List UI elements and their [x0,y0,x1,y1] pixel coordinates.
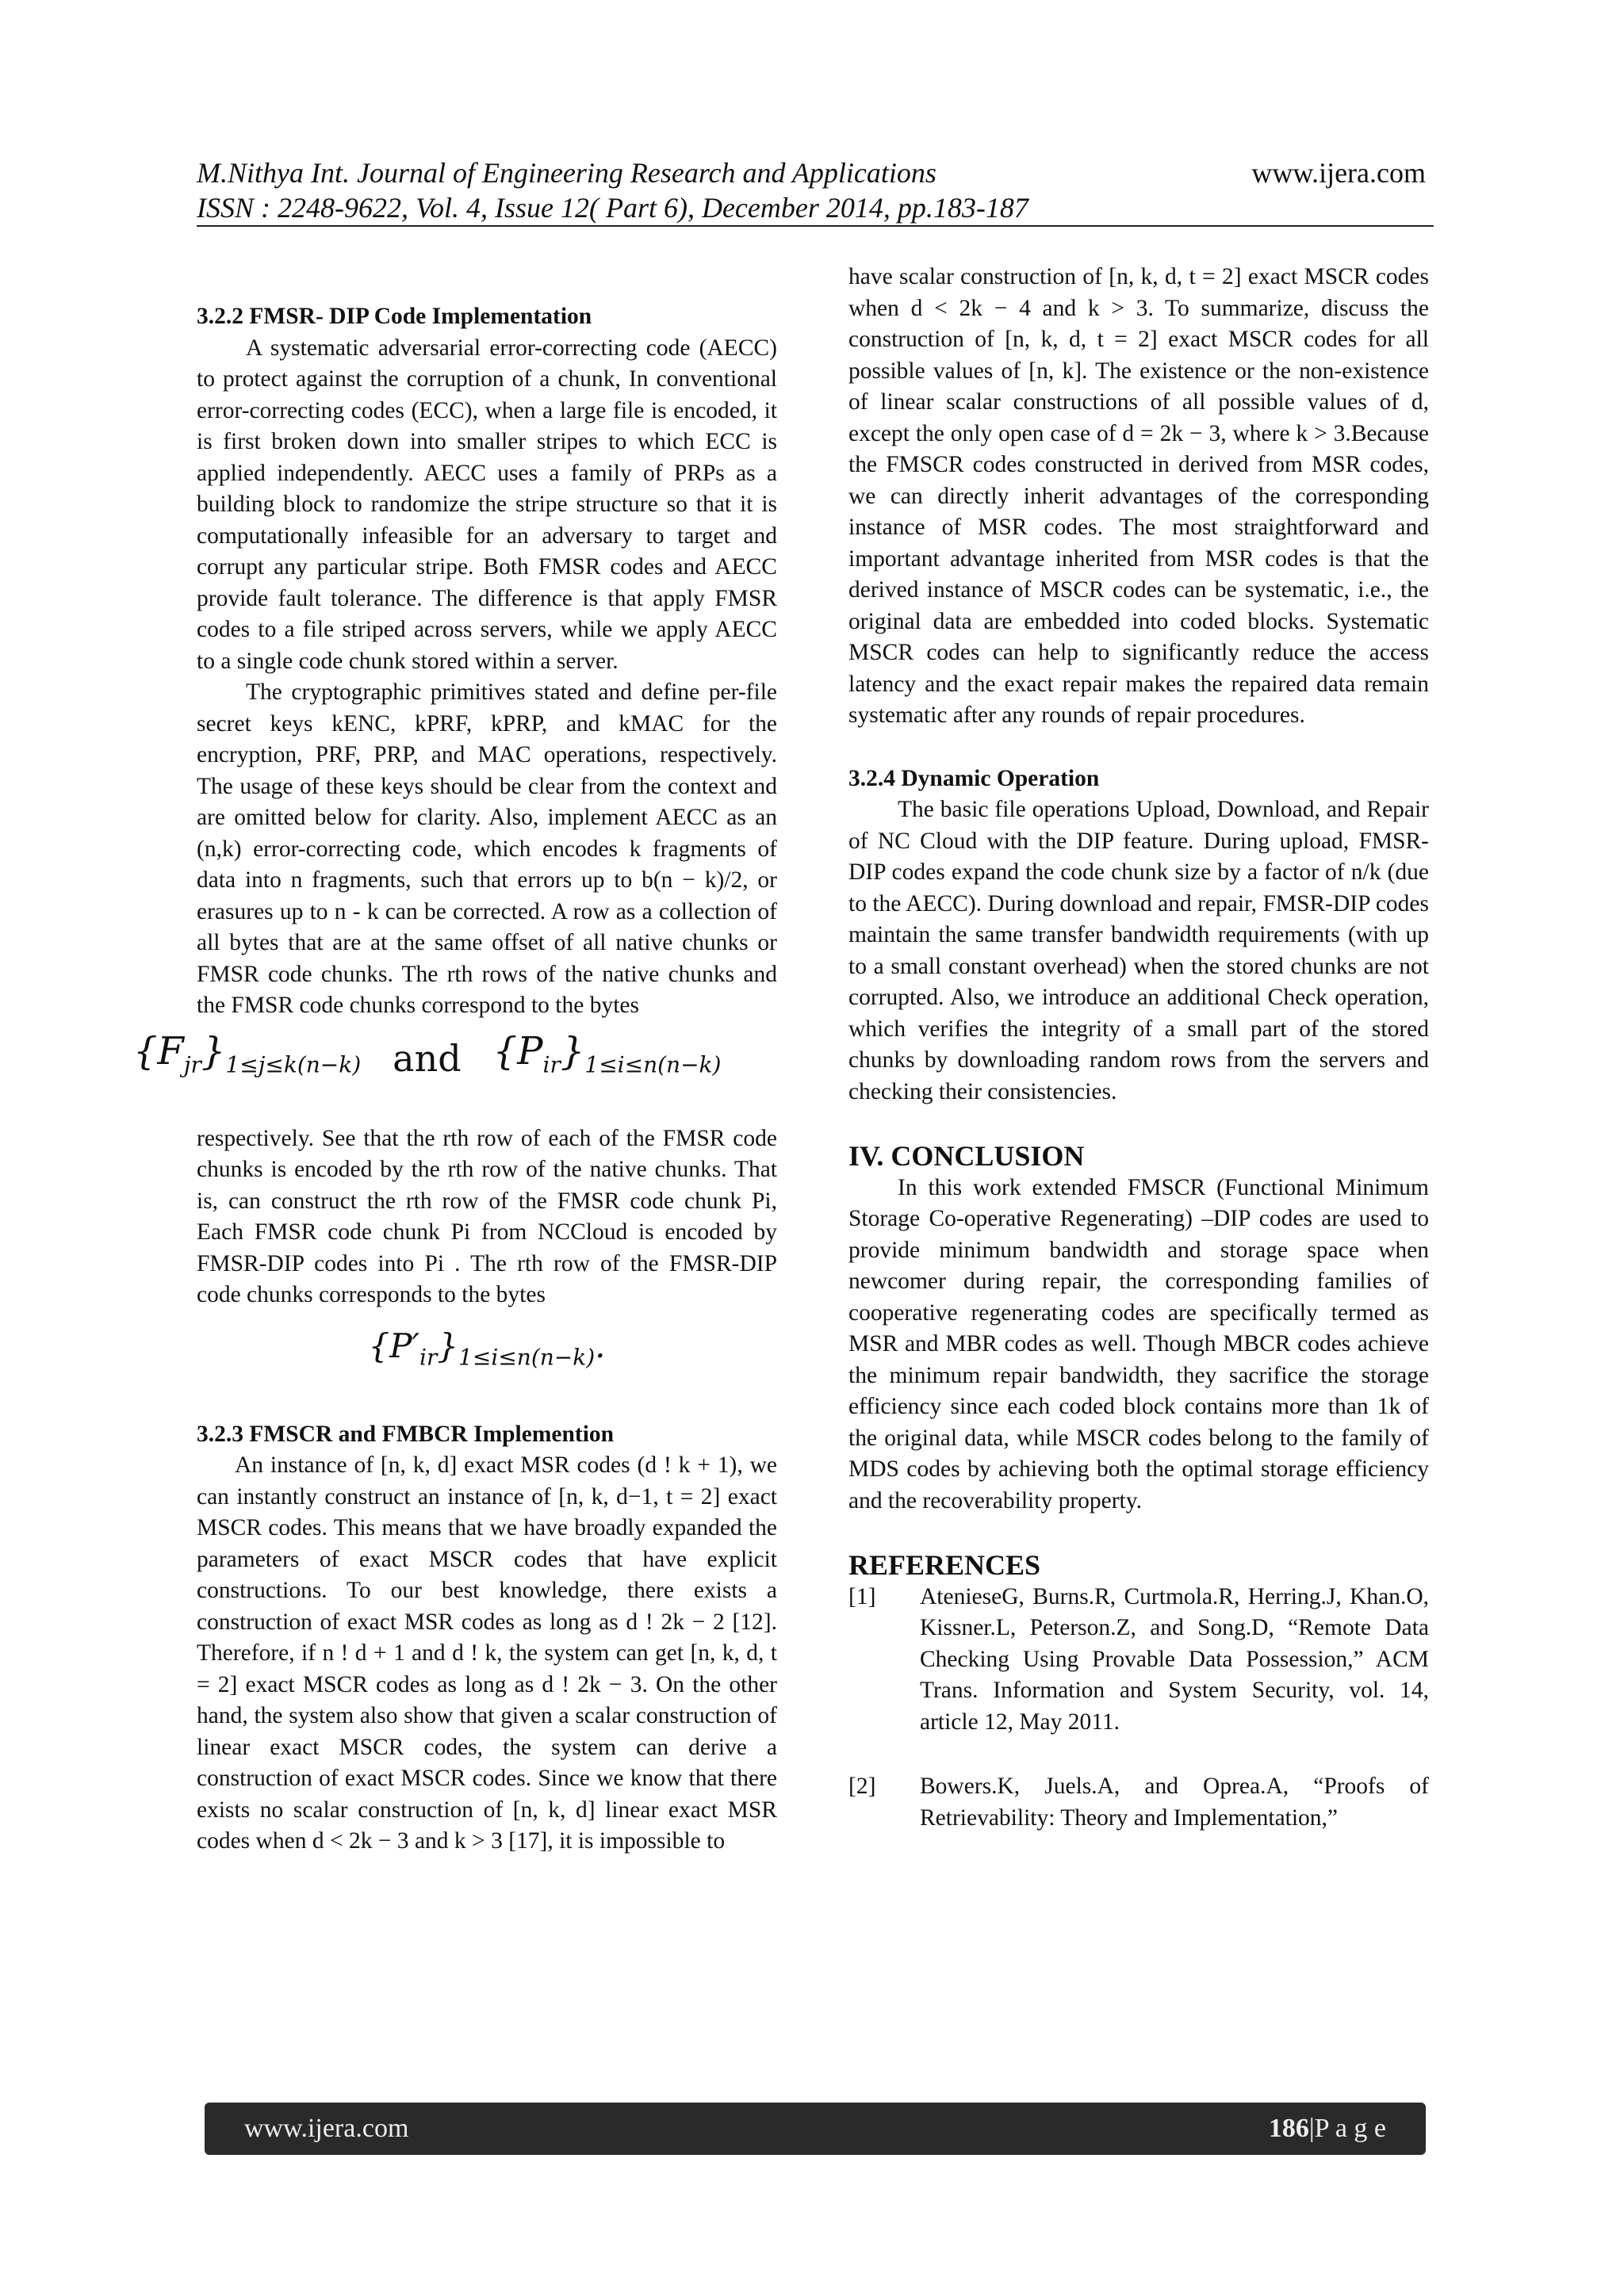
s322-paragraph-3: respectively. See that the rth row of each of the FMSR code chunks is encoded by the rth row of the native chunks. That is, can construct the rth row of the FMSR code chunk Pi, Each FMSR code chunk Pi from NCCloud is encoded by FMSR-DIP codes into Pi . The rth row of the FMSR-DIP code chunks corresponds to the bytes [197,1125,777,1307]
section-3-2-3-title: 3.2.3 FMSCR and FMBCR Implemention [197,1421,615,1447]
reference-item [848,1771,1429,1834]
continued-paragraph: have scalar construction of [n, k, d, t = 2] exact MSCR codes when d < 2k − 4 and k > 3. To summarize, discuss the construction of [n, k, d, t = 2] exact MSCR codes for all possible values of [n, k]. The existence or the non-existence of linear scalar constructions of all possible values of d, except the only open case of d = 2k − 3, where k > 3.Because the FMSCR codes constructed in derived from MSR codes, we can directly inherit advantages of the corresponding instance of MSR codes. The most straightforward and important advantage inherited from MSR codes is that the derived instance of MSCR codes can be systematic, i.e., the original data are embedded into coded blocks. Systematic MSCR codes can help to significantly reduce the access latency and the exact repair makes the repaired data remain systematic after any rounds of repair procedures. [848,264,1429,728]
reference-text: Bowers.K, Juels.A, and Oprea.A, “Proofs of Retrievability: Theory and Implementation,” [920,1774,1429,1831]
section-3-2-2-title: 3.2.2 FMSR- DIP Code Implementation [197,304,592,329]
footer-bar [205,2103,1426,2155]
formula-fjr-pir [133,1029,777,1084]
s322-paragraph-2: The cryptographic primitives stated and define per-file secret keys kENC, kPRF, kPRP, and kMAC for the encryption, PRF, PRP, and MAC operations, respectively. The usage of these keys should be clear from the context and are omitted below for clarity. Also, implement AECC as an (n,k) error-correcting code, which encodes k fragments of data into n fragments, such that errors up to b(n − k)/2, or erasures up to n - k can be corrected. A row as a collection of all bytes that are at the same offset of all native chunks or FMSR code chunks. The rth rows of the native chunks and the FMSR code chunks correspond to the bytes [197,679,777,1018]
s323-paragraph: An instance of [n, k, d] exact MSR codes (d ! k + 1), we can instantly construct an instance of [n, k, d−1, t = 2] exact MSCR codes. This means that we have broadly expanded the parameters of exact MSCR codes that have explicit constructions. To our best knowledge, there exists a construction of exact MSR codes as long as d ! 2k − 2 [12]. Therefore, if n ! d + 1 and d ! k, the system can get [n, k, d, t = 2] exact MSCR codes as long as d ! 2k − 3. On the other hand, the system also show that given a scalar construction of linear exact MSCR codes, the system can derive a construction of exact MSCR codes. Since we know that there exists no scalar construction of [n, k, d] linear exact MSR codes when d < 2k − 3 and k > 3 [17], it is impossible to [197,1452,777,1854]
formula-f: $\{F_{jr}\}_{1\le j\le k(n-k)}$ [133,1029,362,1079]
conclusion-title: IV. CONCLUSION [848,1140,1085,1172]
formula-and: and [393,1036,462,1080]
header-site-link[interactable]: www.ijera.com [1251,157,1426,189]
s322-paragraph-1: A systematic adversarial error-correcting code (AECC) to protect against the corruption of a chunk, In conventional error-correcting codes (ECC), when a large file is encoded, it is first broken down into smaller stripes to which ECC is applied independently. AECC uses a family of PRPs as a building block to randomize the stripe structure so that it is computationally infeasible for an adversary to target and corrupt any particular stripe. Both FMSR codes and AECC provide fault tolerance. The difference is that apply FMSR codes to a file striped across servers, while we apply AECC to a single code chunk stored within a server. [197,335,777,674]
references-title: REFERENCES [848,1549,1041,1581]
reference-text: AtenieseG, Burns.R, Curtmola.R, Herring.J, Khan.O, Kissner.L, Peterson.Z, and Song.D, “Remote Data Checking Using Provable Data Possession,” ACM Trans. Information and System Security, vol. 14, article 12, May 2011. [920,1583,1429,1735]
reference-number: [1] [848,1583,876,1609]
s324-paragraph: The basic file operations Upload, Download, and Repair of NC Cloud with the DIP feature. During upload, FMSR-DIP codes expand the code chunk size by a factor of n/k (due to the AECC). During download and repair, FMSR-DIP codes maintain the same transfer bandwidth requirements (with up to a small constant overhead) when the stored chunks are not corrupted. Also, we introduce an additional Check operation, which verifies the integrity of a small part of the stored chunks by downloading random rows from the servers and checking their consistencies. [848,797,1429,1104]
left-column [133,262,777,1858]
formula-p: $\{P_{ir}\}_{1\le i\le n(n-k)}$ [492,1029,722,1079]
conclusion-paragraph: In this work extended FMSCR (Functional Minimum Storage Co-operative Regenerating) –DIP codes are used to provide minimum bandwidth and storage space when newcomer during repair, the corresponding families of cooperative regenerating codes are specifically termed as MSR and MBR codes as well. Though MBCR codes achieve the minimum repair bandwidth, they sacrifice the storage efficiency since each coded block contains more than 1k of the original data, while MSCR codes belong to the family of MDS codes by achieving both the optimal storage efficiency and the recoverability property. [848,1174,1429,1513]
header-rule [197,225,1434,227]
reference-number: [2] [848,1774,876,1799]
reference-item [848,1582,1429,1739]
footer-site-link[interactable]: www.ijera.com [244,2114,409,2143]
journal-line: M.Nithya Int. Journal of Engineering Research and Applications [197,157,936,189]
issn-line: ISSN : 2248-9622, Vol. 4, Issue 12( Part 6), December 2014, pp.183-187 [197,192,1028,224]
right-column [848,262,1429,1834]
section-3-2-4-title: 3.2.4 Dynamic Operation [848,765,1100,791]
formula-pprime: $\{P'_{ir}\}_{1\le i\le n(n-k)}$. [368,1326,606,1370]
page-number: 186|P a g e [1268,2114,1386,2143]
running-header [197,155,1028,225]
